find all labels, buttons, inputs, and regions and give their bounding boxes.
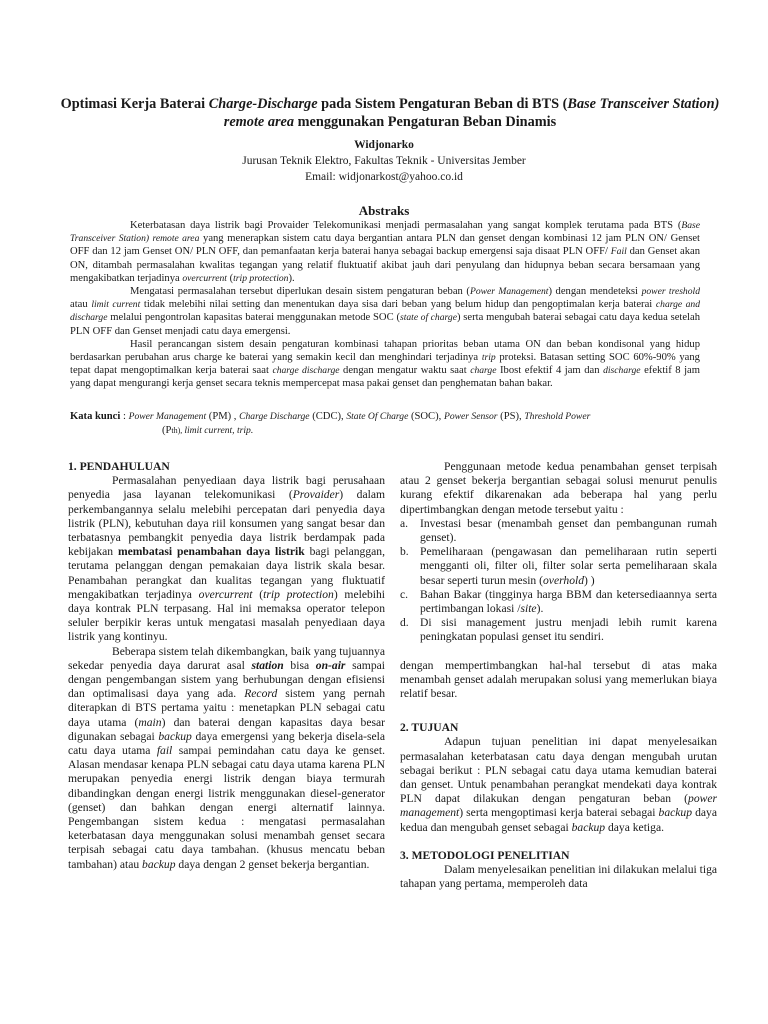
email-line: Email: widjonarkost@yahoo.co.id xyxy=(305,171,463,183)
keywords-label: Kata kunci xyxy=(70,411,121,422)
conclusion-paragraph: dengan mempertimbangkan hal-hal tersebut di atas maka menambah genset adalah merupakan solusi yang memerlukan biaya relatif besar. xyxy=(400,658,717,701)
keywords: Kata kunci : Power Management (PM) , Charge Discharge (CDC), State Of Charge (SOC), Power Sensor (PS), Threshold Power (Pth), limit current, trip. xyxy=(70,411,591,436)
section-heading-purpose: 2. TUJUAN xyxy=(400,721,459,735)
section-heading-methodology: 3. METODOLOGI PENELITIAN xyxy=(400,848,570,862)
purpose-paragraph: Adapun tujuan penelitian ini dapat menyelesaikan permasalahan keterbatasan catu daya dengan mengubah urutan sebagai berikut : PLN sebagai catu daya utama kemudian baterai dan genset. Untuk penambahan perangkat mendekati daya kontrak PLN dapat dilakukan dengan pengaturan beban (power management) serta mengoptimasi kerja baterai sebagai backup daya kedua dan mengubah genset sebagai backup daya ketiga. xyxy=(400,735,717,834)
author-name: Widjonarko xyxy=(354,139,414,151)
section-heading-introduction: 1. PENDAHULUAN xyxy=(68,460,170,473)
right-column xyxy=(400,460,717,891)
list-item: a. Investasi besar (menambah genset dan pembangunan rumah genset). xyxy=(400,516,717,545)
intro-paragraph-2: Beberapa sistem telah dikembangkan, baik yang tujuannya sekedar penyedia daya darurat asal station bisa on-air sampai dengan pengembangan sistem yang berhubungan dengan efisiensi dan optimalisasi daya yang ada. Record sistem yang pernah diterapkan di BTS pertama yaitu : menetapkan PLN sebagai catu daya utama (main) dan baterai dengan kapasitas daya besar digunakan sebagai backup daya emergensi yang bekerja disela-sela catu daya utama fail sampai pemindahan catu daya ke genset. Alasan mendasar kenapa PLN sebagai catu daya utama karena PLN merupakan penyedia energi listrik dengan biaya termurah dibandingkan dengan energi listrik menggunakan diesel-generator (genset) dan bahkan dengan energi alternatif lainnya. Pengembangan sistem kedua : mengatasi permasalahan keterbatasan daya menggunakan solusi menambah genset secara terpisah sebagai catu daya tambahan. (khusus mencatu beban tambahan) atau backup daya dengan 2 genset bekerja bergantian. xyxy=(68,644,386,871)
left-column xyxy=(68,460,385,872)
list-item: b. Pemeliharaan (pengawasan dan pemeliharaan rutin seperti mengganti oli, filter oli, filter solar serta pemeliharaan skala besar seperti turun mesin (overhold) ) xyxy=(400,545,717,587)
abstract-heading: Abstraks xyxy=(358,203,410,218)
intro-paragraph-1: Permasalahan penyediaan daya listrik bagi perusahaan penyedia jasa layanan telekomunikasi (Provaider) dalam perkembangannya selalu melebihi percepatan dari penyedia daya listrik (PLN), kebutuhan daya riil konsumen yang sangat besar dan terbatasnya pembangkit penyedia daya listrik berdampak pada kebijakan membatasi penambahan daya listrik bagi pelanggan, terutama pelanggan dengan pemakaian daya listrik skala besar. Penambahan perangkat dan kualitas tegangan yang fluktuatif mengakibatkan terjadinya overcurrent (trip protection) melebihi daya kontrak PLN terpasang. Hal ini memaksa operator telepon seluler berpikir keras untuk mengatasi masalah penyediaan daya listrik yang kontinyu. xyxy=(68,474,386,644)
affiliation: Jurusan Teknik Elektro, Fakultas Teknik - Universitas Jember xyxy=(242,155,526,167)
abstract-paragraph-3: Hasil perancangan sistem desain pengaturan kombinasi tahapan prioritas beban utama ON dan beban kondisonal yang hidup berdasarkan perubahan arus charge ke baterai yang semakin kecil dan menghindari terjadinya trip proteksi. Batasan setting SOC 60%-90% yang tepat dapat mengoptimalkan kerja baterai saat charge discharge dengan mengatur waktu saat charge Ibost efektif 4 jam dan discharge efektif 8 jam yang dapat mengurangi kerja genset secara teknis mempercepat masa pakai genset dan penghematan bahan bakar. xyxy=(70,338,701,390)
email-link[interactable]: widjonarkost@yahoo.co.id xyxy=(338,171,463,183)
list-item: d. Di sisi management justru menjadi lebih rumit karena peningkatan populasi genset itu sendiri. xyxy=(400,616,717,644)
abstract-body xyxy=(70,219,700,391)
list-item: c. Bahan Bakar (tingginya harga BBM dan ketersediaannya serta pertimbangan lokasi /site). xyxy=(400,587,717,616)
consideration-list xyxy=(400,517,717,645)
paper-title: Optimasi Kerja Baterai Charge-Discharge pada Sistem Pengaturan Beban di BTS (Base Transceiver Station) remote area menggunakan Pengaturan Beban Dinamis xyxy=(60,96,720,130)
method-paragraph: Penggunaan metode kedua penambahan genset terpisah atau 2 genset bekerja bergantian sebagai solusi menurut penulis kurang efektif dikarenakan ada beberapa hal yang perlu dipertimbangkan dengan metode tersebut yaitu : xyxy=(400,460,717,516)
methodology-paragraph: Dalam menyelesaikan penelitian ini dilakukan melalui tiga tahapan yang pertama, memperoleh data xyxy=(400,863,718,891)
abstract-paragraph-1: Keterbatasan daya listrik bagi Provaider Telekomunikasi menjadi permasalahan yang sangat komplek terutama pada BTS (Base Transceiver Station) remote area yang menerapkan sistem catu daya bergantian antara PLN dan genset dengan kombinasi 12 jam PLN ON/ Genset OFF dan 12 jam Genset ON/ PLN OFF, dan pemanfaatan kerja baterai hanya sebagai backup emergensi saja disaat PLN OFF/ Fail dan Genset akan ON, ditambah permasalahan kwalitas tegangan yang relatif fluktuatif akibat jauh dari penyulang dan hidupnya beban secara bersamaan yang mengakibatkan terjadinya overcurrent (trip protection). xyxy=(70,220,700,284)
abstract-paragraph-2: Mengatasi permasalahan tersebut diperlukan desain sistem pengaturan beban (Power Management) dengan mendeteksi power treshold atau limit current tidak melebihi nilai setting dan menentukan daya sisa dari beban yang belum hidup dan pengoptimalan kerja baterai charge and discharge melalui pengontrolan kapasitas baterai menggunakan metode SOC (state of charge) serta mengubah baterai sebagai catu daya kedua setelah PLN OFF dan Genset menjadi catu daya emergensi. xyxy=(70,286,701,337)
